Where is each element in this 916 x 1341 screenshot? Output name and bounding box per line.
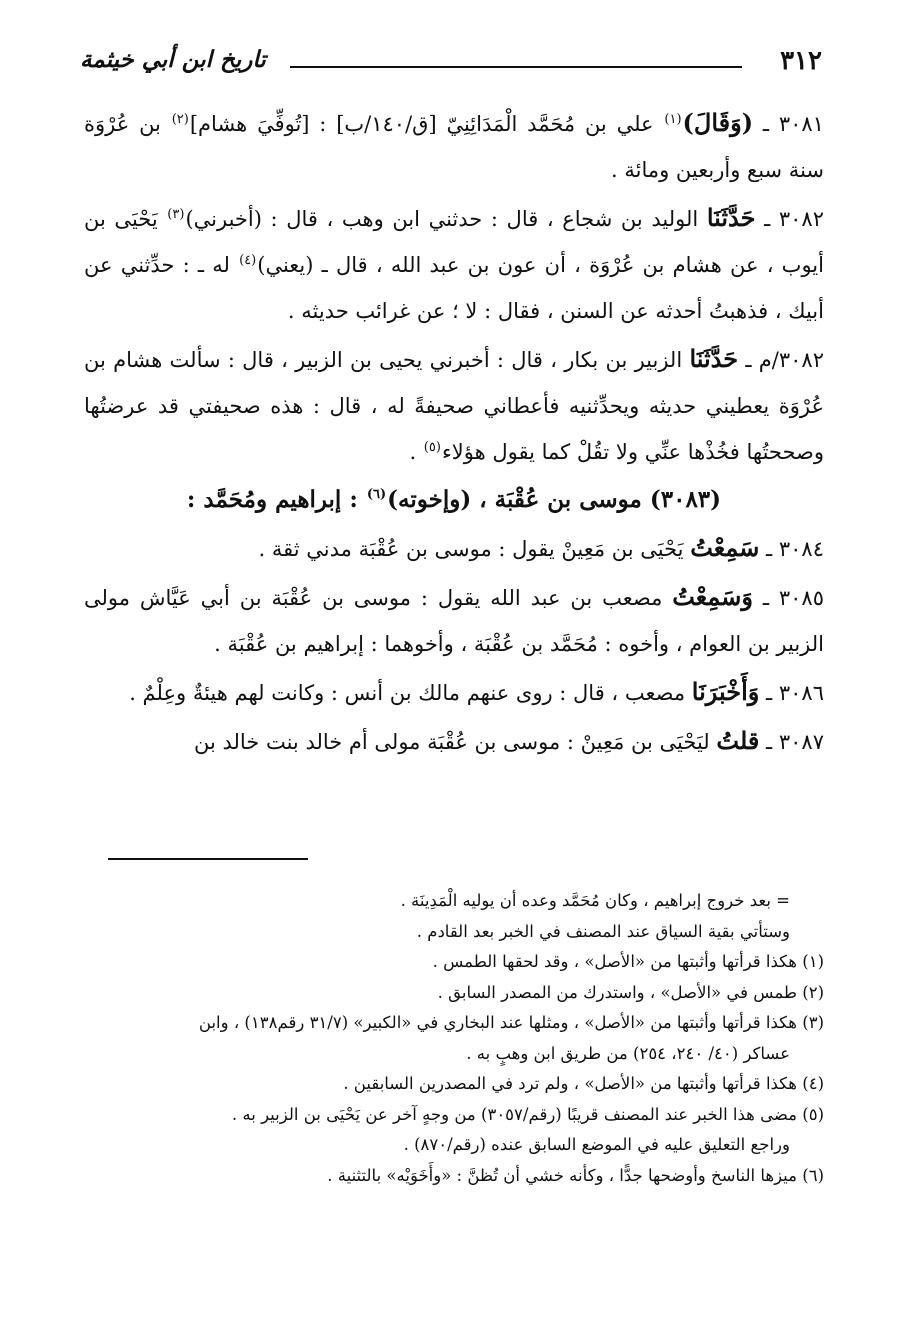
entry-3087 [84, 718, 824, 765]
entry-text: مصعب ، قال : روى عنهم مالك بن أنس : وكانت لهم هيئةٌ وعِلْمٌ . [129, 681, 686, 705]
footnote-continuation: وستأتي بقية السياق عند المصنف في الخبر بعد القادم . [416, 921, 790, 941]
entry-text: الزبير بن بكار ، قال : أخبرني يحيى بن الزبير ، قال : سألت هشام بن عُرْوَة يعطيني حديثه ويحدِّثنيه فأعطاني صحيفةً له ، قال : هذه صحيفتي قد عرضتُها وصححتُها فخُذْها عنِّي ولا تقُلْ كما يقول هؤلاء [84, 348, 824, 464]
entry-text: ليَحْيَى بن مَعِينْ : موسى بن عُقْبَة مولى أم خالد بنت خالد بن [193, 730, 710, 754]
footnote-marker-5: (٥) [423, 440, 441, 455]
entry-number: ٣٠٨٢/م ـ [745, 348, 824, 372]
footnote-marker-3: (٣) [167, 207, 185, 222]
entry-text: . [409, 440, 423, 464]
footnotes [74, 886, 824, 1191]
entry-lead-word: وَأَخْبَرَنَا [691, 677, 760, 706]
entry-3082m [84, 336, 824, 475]
footnote-marker-1: (١) [664, 112, 682, 127]
main-text [84, 100, 824, 767]
entry-3086 [84, 669, 824, 716]
entry-3084 [84, 525, 824, 572]
entry-text: مصعب بن عبد الله يقول : موسى بن عُقْبَة بن أبي عَيَّاش مولى الزبير بن العوام ، وأخوه : مُحَمَّد بن عُقْبَة ، وأخوهما : إبراهيم بن عُقْبَة . [84, 586, 824, 656]
entry-lead-word: سَمِعْتُ [690, 533, 760, 562]
entry-text: الوليد بن شجاع ، قال : حدثني ابن وهب ، قال : (أخبرني) [185, 207, 699, 231]
entry-3082 [84, 195, 824, 334]
footnote-6: (٦) ميزها الناسخ وأوضحها جدًّا ، وكأنه خشي أن تُظنَّ : «وأَخَوَيْه» بالتثنية . [327, 1165, 824, 1185]
entry-text: له ـ : حدِّثني عن أبيك ، فذهبتُ أحدثه عن السنن ، فقال : لا ؛ عن غرائب حديثه . [84, 253, 824, 323]
footnote-3-continued: عساكر (٤٠/ ٢٤٠، ٢٥٤) من طريق ابن وهبٍ به . [466, 1043, 790, 1063]
running-header [80, 44, 822, 84]
entry-lead-word: قلتُ [716, 726, 760, 755]
heading-text: : إبراهيم ومُحَمَّد : [186, 486, 366, 513]
entry-lead-word: حَدَّثَنَا [706, 203, 756, 232]
entry-3081 [84, 100, 824, 193]
section-heading-3083 [84, 477, 824, 523]
footnote-5-continued: وراجع التعليق عليه في الموضع السابق عنده (رقم/٨٧٠) . [403, 1135, 790, 1154]
entry-3085 [84, 574, 824, 667]
entry-number: ٣٠٨٧ ـ [766, 730, 824, 754]
entry-lead-word: وَسَمِعْتُ [672, 582, 753, 611]
entry-number: ٣٠٨٤ ـ [766, 537, 824, 561]
footnote-5: (٥) مضى هذا الخبر عند المصنف قريبًا (رقم/٣٠٥٧) من وجهٍ آخر عن يَحْيَى بن الزبير به . [231, 1104, 824, 1124]
entry-number: ٣٠٨١ ـ [762, 112, 824, 136]
footnote-separator [108, 858, 308, 860]
book-title: تاريخ ابن أبي خيثمة [80, 46, 266, 73]
footnote-marker-4: (٤) [239, 253, 257, 268]
entry-number: ٣٠٨٦ ـ [766, 681, 824, 705]
entry-text: يَحْيَى بن أيوب ، عن هشام بن عُرْوَة ، أن عون بن عبد الله ، قال ـ (يعني) [84, 207, 824, 277]
footnote-2: (٢) طمس في «الأصل» ، واستدرك من المصدر السابق . [437, 982, 824, 1002]
footnote-1: (١) هكذا قرأتها وأثبتها من «الأصل» ، وقد لحقها الطمس . [432, 952, 824, 971]
footnote-continuation: = بعد خروج إبراهيم ، وكان مُحَمَّد وعده أن يوليه الْمَدِينَة . [400, 891, 790, 910]
entry-lead-word: حَدَّثَنَا [689, 344, 739, 373]
footnote-4: (٤) هكذا قرأتها وأثبتها من «الأصل» ، ولم ترد في المصدرين السابقين . [343, 1074, 824, 1093]
heading-text: (٣٠٨٣) موسى بن عُقْبَة ، (وإخوته) [387, 486, 722, 513]
entry-text: بن عُرْوَة سنة سبع وأربعين ومائة . [84, 112, 824, 182]
footnote-marker-2: (٢) [171, 112, 189, 127]
footnote-marker-6: (٦) [366, 487, 387, 503]
footnote-3: (٣) هكذا قرأتها وأثبتها من «الأصل» ، ومثلها عند البخاري في «الكبير» (٣١/٧ رقم١٣٨) ، وابن [198, 1013, 824, 1032]
entry-text: علي بن مُحَمَّد الْمَدَائِنِيّ [ق/١٤٠/ب] : [تُوفِّيَ هشام] [189, 112, 654, 136]
entry-text: يَحْيَى بن مَعِينْ يقول : موسى بن عُقْبَة مدني ثقة . [258, 537, 684, 561]
page-number: ٣١٢ [780, 46, 822, 76]
entry-number: ٣٠٨٢ ـ [764, 207, 824, 231]
entry-number: ٣٠٨٥ ـ [762, 586, 824, 610]
header-rule [290, 66, 742, 68]
entry-lead-word: (وَقَالَ) [682, 108, 754, 137]
